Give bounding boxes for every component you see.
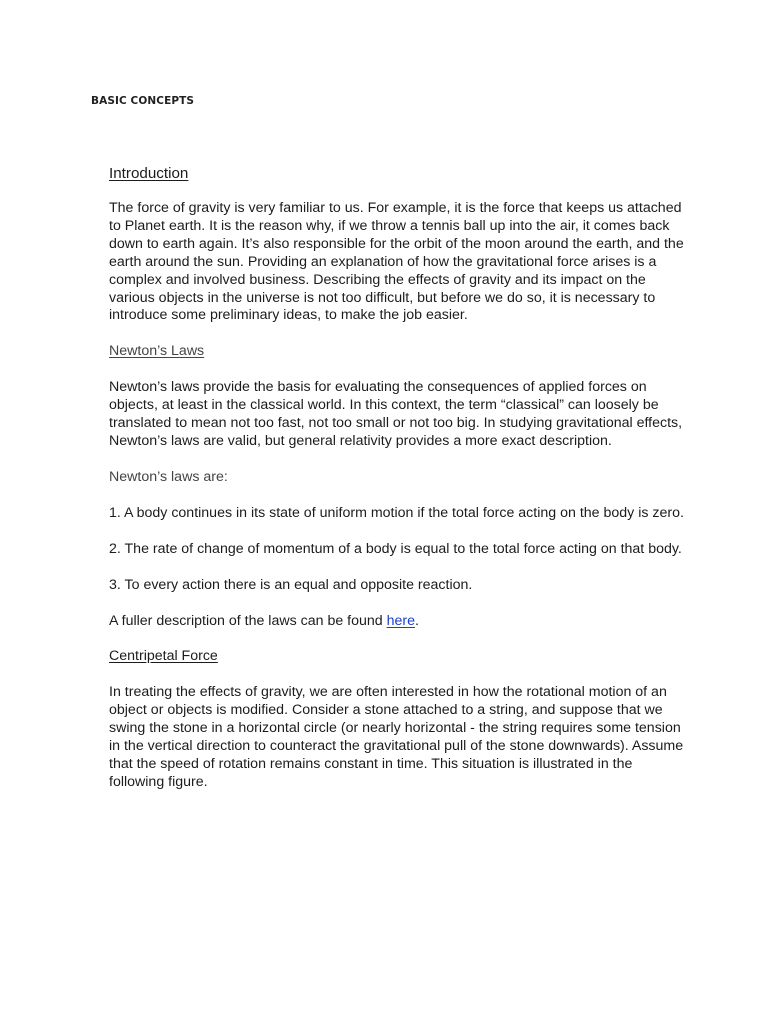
- fuller-description-period: .: [415, 612, 419, 629]
- law-item-2: 2. The rate of change of momentum of a body is equal to the total force acting on that body.: [109, 540, 682, 557]
- newtons-laws-paragraph: Newton’s laws provide the basis for evaluating the consequences of applied forces on objects, at least in the classical world. In this context, the term “classical” can loosely be translated to mean not too fast, not too small or not too big. In studying gravitational effects, Newton’s laws are valid, but general relativity provides a more exact description.: [109, 379, 683, 449]
- fuller-description-text: A fuller description of the laws can be found: [109, 612, 387, 629]
- fuller-description: [109, 613, 689, 631]
- centripetal-force-heading: Centripetal Force: [109, 648, 218, 665]
- document-header: BASIC CONCEPTS: [91, 95, 195, 107]
- introduction-paragraph: The force of gravity is very familiar to us. For example, it is the force that keeps us attached to Planet earth. It is the reason why, if we throw a tennis ball up into the air, it comes back down to earth again. It’s also responsible for the orbit of the moon around the earth, and the earth around the sun. Providing an explanation of how the gravitational force arises is a complex and involved business. Describing the effects of gravity and its impact on the various objects in the universe is not too difficult, but before we do so, it is necessary to introduce some preliminary ideas, to make the job easier.: [109, 200, 684, 324]
- law-item-3: 3. To every action there is an equal and opposite reaction.: [109, 576, 473, 593]
- document-body: [109, 164, 689, 810]
- here-link[interactable]: here: [386, 612, 416, 629]
- newtons-laws-intro: Newton’s laws are:: [109, 468, 228, 485]
- newtons-laws-heading: Newton’s Laws: [109, 343, 205, 360]
- centripetal-force-paragraph: In treating the effects of gravity, we are often interested in how the rotational motion of an object or objects is modified. Consider a stone attached to a string, and suppose that we swing the stone in a horizontal circle (or nearly horizontal - the string requires some tension in the vertical direction to counteract the gravitational pull of the stone downwards). Assume that the speed of rotation remains constant in time. This situation is illustrated in the following figure.: [109, 684, 684, 790]
- law-item-1: 1. A body continues in its state of uniform motion if the total force acting on the body is zero.: [109, 504, 684, 521]
- introduction-heading: Introduction: [109, 165, 189, 182]
